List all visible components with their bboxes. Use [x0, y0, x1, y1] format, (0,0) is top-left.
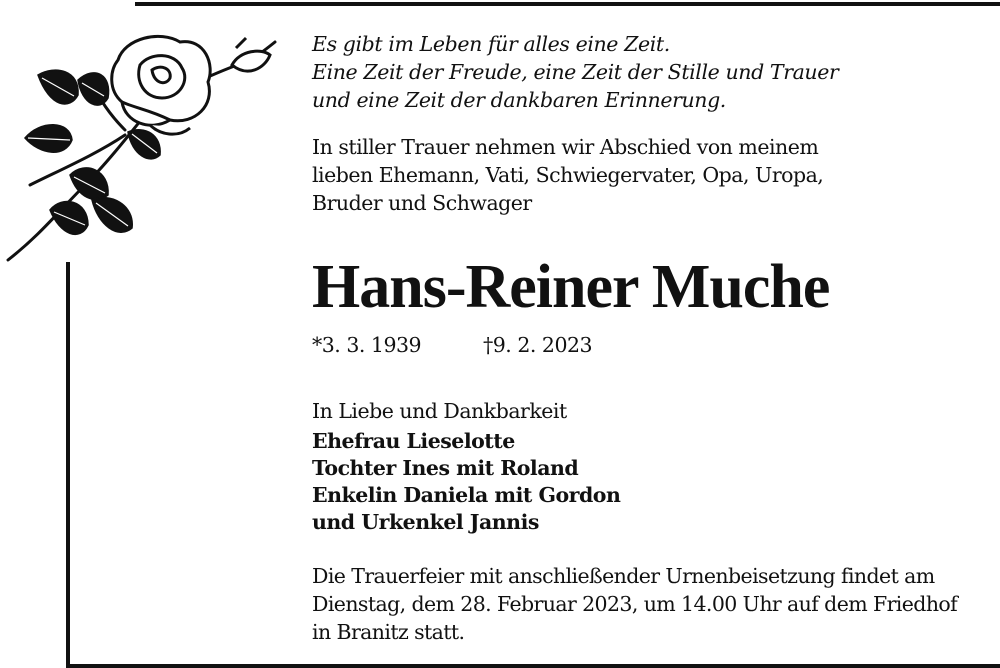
mourner-line: Ehefrau Lieselotte: [312, 429, 515, 453]
death-date: †9. 2. 2023: [483, 333, 593, 357]
intro-line: In stiller Trauer nehmen wir Abschied von meinem: [312, 135, 819, 159]
birth-date: *3. 3. 1939: [312, 333, 422, 357]
quote-line: Es gibt im Leben für alles eine Zeit.: [312, 32, 670, 56]
quote-line: Eine Zeit der Freude, eine Zeit der Stille und Trauer: [312, 60, 839, 84]
funeral-line: Die Trauerfeier mit anschließender Urnenbeisetzung findet am: [312, 564, 935, 588]
mourner-line: und Urkenkel Jannis: [312, 510, 539, 534]
funeral-info: [312, 562, 957, 646]
mourners-heading: In Liebe und Dankbarkeit: [312, 399, 567, 423]
quote-line: und eine Zeit der dankbaren Erinnerung.: [312, 88, 726, 112]
deceased-name: Hans-Reiner Muche: [312, 253, 830, 321]
mourner-line: Tochter Ines mit Roland: [312, 456, 579, 480]
intro-text: [312, 133, 823, 217]
rose-icon: [0, 20, 290, 270]
funeral-line: Dienstag, dem 28. Februar 2023, um 14.00 Uhr auf dem Friedhof: [312, 592, 958, 616]
mourners-list: [312, 428, 620, 536]
mourner-line: Enkelin Daniela mit Gordon: [312, 483, 621, 507]
funeral-line: in Branitz statt.: [312, 620, 465, 644]
intro-line: lieben Ehemann, Vati, Schwiegervater, Opa, Uropa,: [312, 163, 824, 187]
intro-line: Bruder und Schwager: [312, 191, 532, 215]
quote: [312, 30, 838, 114]
